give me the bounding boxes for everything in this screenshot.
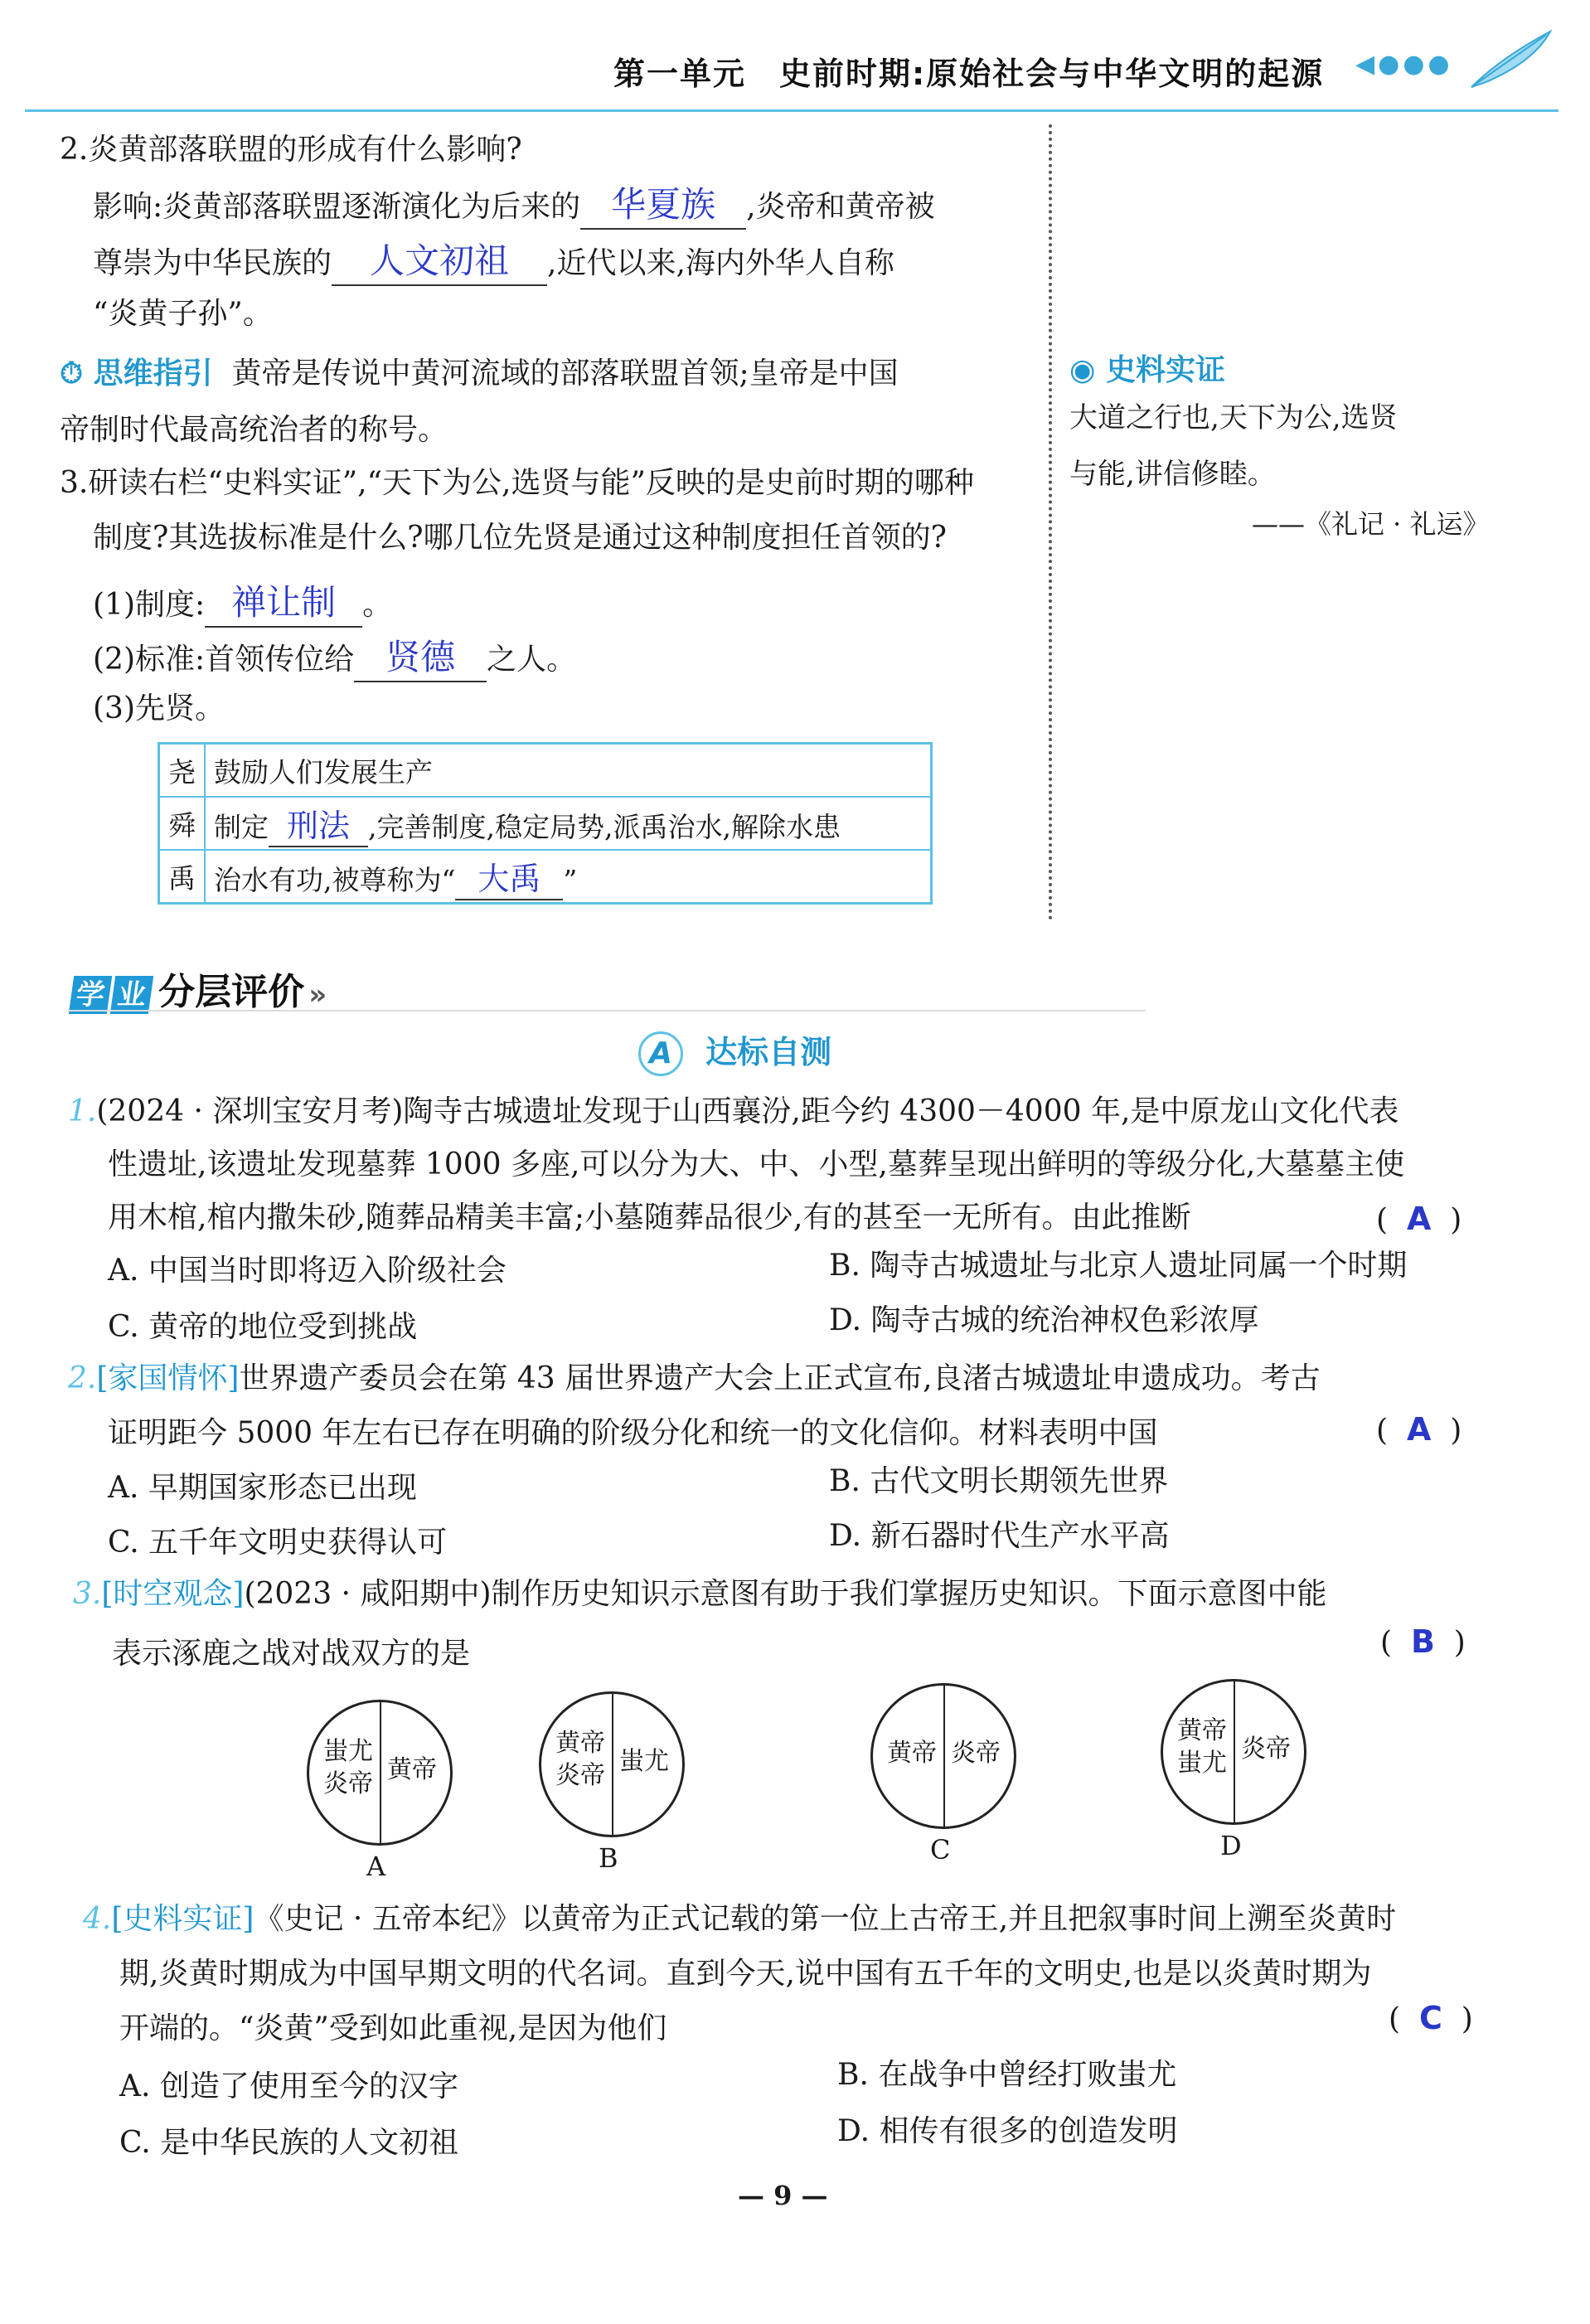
q3-part3: (3)先贤。 (93, 691, 225, 725)
mc1-answer: A (1406, 1201, 1432, 1237)
q2-line3: “炎黄子孙”。 (93, 297, 273, 331)
table-cell-desc (205, 797, 932, 850)
feather-icon (1467, 25, 1558, 91)
circle-divider (612, 1694, 613, 1835)
table-cell-desc (205, 850, 932, 904)
diagram-circle-b (539, 1691, 685, 1837)
section-badge-1: 学 (69, 976, 112, 1014)
tip-line1 (60, 355, 899, 394)
mc3-text1: (2023 · 咸阳期中)制作历史知识示意图有助于我们掌握历史知识。下面示意图中能 (244, 1577, 1327, 1611)
mc1-option-c: C. 黄帝的地位受到挑战 (108, 1310, 418, 1344)
mc2-line2: 证明距今 5000 年左右已存在明确的阶级分化和统一的文化信仰。材料表明中国 (108, 1416, 1158, 1450)
tip-label-text: 思维指引 (93, 357, 213, 391)
q3-p2-pre: (2)标准:首领传位给 (93, 643, 355, 677)
mc1-text1: (2024 · 深圳宝安月考)陶寺古城遗址发现于山西襄汾,距今约 4300－4000 年,是中原龙山文化代表 (96, 1094, 1399, 1128)
mc3-line1 (73, 1575, 1327, 1614)
mc1-option-b: B. 陶寺古城遗址与北京人遗址同属一个时期 (829, 1249, 1408, 1283)
column-divider (1049, 124, 1052, 920)
q2-answer1: 华夏族 (611, 184, 716, 225)
mc2-option-c: C. 五千年文明史获得认可 (108, 1526, 448, 1560)
diagram-circle-d (1161, 1679, 1306, 1825)
circle-left-text: 黄帝 (887, 1739, 937, 1768)
row1-text: 鼓励人们发展生产 (214, 755, 433, 788)
circle-left-text: 蚩尤 炎帝 (323, 1737, 373, 1798)
q3-p2-post: 之人。 (487, 643, 577, 677)
mc2-answer: A (1406, 1411, 1432, 1448)
diagram-option-label: C (930, 1834, 951, 1866)
circle-right-text: 炎帝 (951, 1739, 1001, 1768)
subsection-letter-badge: A (638, 1031, 683, 1076)
row3-pre: 治水有功,被尊称为“ (214, 863, 456, 896)
q2-answer2: 人文初祖 (370, 240, 510, 281)
page-header-title: 第一单元 史前时期:原始社会与中华文明的起源 (613, 56, 1325, 92)
diagram-option-label: B (599, 1842, 618, 1874)
circle-left-text: 黄帝 蚩尤 (1177, 1716, 1227, 1778)
header-rule (25, 109, 1558, 112)
mc2-answer-box: ( A ) (1376, 1411, 1462, 1448)
mc4-option-a: A. 创造了使用至今的汉字 (119, 2069, 458, 2103)
mc2-option-a: A. 早期国家形态已出现 (108, 1471, 417, 1505)
q3-p1-pre: (1)制度: (93, 588, 206, 622)
mc1-answer-box: ( A ) (1376, 1201, 1462, 1237)
mc4-answer-box: ( C ) (1389, 2000, 1473, 2036)
q3-line1: 3.研读右栏“史料实证”,“天下为公,选贤与能”反映的是史前时期的哪种 (60, 466, 974, 500)
q2-question: 2.炎黄部落联盟的形成有什么影响? (60, 133, 522, 167)
section-header (71, 962, 327, 1015)
mc4-line2: 期,炎黄时期成为中国早期文明的代名词。直到今天,说中国有五千年的文明史,也是以炎黄时期为 (119, 1957, 1372, 1991)
q3-p1-post: 。 (362, 588, 393, 622)
table-cell-name: 尧 (159, 744, 206, 798)
q3-part2 (93, 635, 576, 682)
mc2-number: 2. (68, 1361, 97, 1395)
circle-right-text: 黄帝 (387, 1755, 437, 1784)
table-row (159, 850, 932, 904)
circle-divider (1234, 1681, 1235, 1822)
table-cell-name: 禹 (159, 850, 206, 904)
mc1-option-d: D. 陶寺古城的统治神权色彩浓厚 (829, 1303, 1259, 1337)
circle-left-text: 黄帝 炎帝 (555, 1729, 605, 1790)
mc3-tag: [时空观念] (101, 1577, 245, 1611)
mc4-text1: 《史记 · 五帝本纪》以黄帝为正式记载的第一位上古帝王,并且把叙事时间上溯至炎黄时 (254, 1902, 1397, 1936)
mc2-text1: 世界遗产委员会在第 43 届世界遗产大会上正式宣布,良渚古城遗址申遗成功。考古 (239, 1361, 1321, 1395)
mc1-line1 (68, 1093, 1399, 1132)
sidebar-label: ◉ 史料实证 (1069, 353, 1225, 387)
q3-line2: 制度?其选拔标准是什么?哪几位先贤是通过这种制度担任首领的? (93, 521, 947, 555)
mc1-line2: 性遗址,该遗址发现墓葬 1000 多座,可以分为大、中、小型,墓葬呈现出鲜明的等级分化,大墓墓主使 (108, 1147, 1405, 1181)
q3-blank2 (354, 635, 487, 682)
section-title: 分层评价 (158, 971, 305, 1013)
mc3-answer-box: ( B ) (1380, 1623, 1466, 1660)
section-rule (68, 1010, 1146, 1012)
diagram-circle-c (870, 1683, 1016, 1829)
subsection-header (638, 1026, 831, 1076)
mc4-option-c: C. 是中华民族的人文初祖 (119, 2126, 459, 2160)
mc1-option-a: A. 中国当时即将迈入阶级社会 (108, 1254, 507, 1288)
mc3-answer: B (1410, 1623, 1435, 1660)
page-number: — 9 — (738, 2180, 828, 2211)
tip-line2: 帝制时代最高统治者的称号。 (60, 413, 448, 447)
q2-line2 (93, 239, 894, 286)
table-row (159, 744, 932, 798)
mc4-option-b: B. 在战争中曾经打败蚩尤 (837, 2058, 1177, 2092)
row2-answer: 刑法 (286, 807, 350, 844)
q2-line2-pre: 尊崇为中华民族的 (93, 246, 332, 280)
q3-part1 (93, 580, 392, 628)
q3-blank1 (205, 580, 362, 628)
tip-text1: 黄帝是传说中黄河流域的部落联盟首领;皇帝是中国 (231, 357, 899, 391)
q3-answer1: 禅让制 (231, 582, 337, 623)
q2-blank1 (580, 182, 746, 230)
table-cell-desc (205, 744, 932, 798)
diagram-circle-a (307, 1700, 453, 1846)
q2-line2-post: ,近代以来,海内外华人自称 (547, 246, 894, 280)
mc3-number: 3. (73, 1577, 102, 1611)
row2-pre: 制定 (214, 810, 269, 843)
section-badge-2: 业 (110, 976, 153, 1014)
mc2-option-d: D. 新石器时代生产水平高 (829, 1519, 1170, 1553)
subsection-title: 达标自测 (705, 1034, 832, 1070)
mc4-line1 (83, 1900, 1396, 1939)
circle-right-text: 蚩尤 (619, 1747, 669, 1776)
circle-divider (943, 1686, 945, 1827)
row2-blank (269, 800, 368, 847)
sidebar-label-text: 史料实证 (1105, 353, 1225, 387)
q3-answer2: 贤德 (385, 637, 456, 677)
sidebar-line1: 大道之行也,天下为公,选贤 (1069, 401, 1398, 434)
mc2-line1 (68, 1360, 1321, 1399)
mc2-option-b: B. 古代文明长期领先世界 (829, 1464, 1169, 1498)
mc4-line3: 开端的。“炎黄”受到如此重视,是因为他们 (119, 2011, 667, 2045)
circle-divider (380, 1702, 381, 1843)
tip-label: ⏱ 思维指引 (60, 357, 213, 391)
table-cell-name: 舜 (159, 797, 206, 850)
mc2-tag: [家国情怀] (96, 1361, 240, 1395)
mc4-number: 4. (83, 1902, 112, 1936)
q2-blank2 (332, 239, 547, 286)
mc1-line3: 用木棺,棺内撒朱砂,随葬品精美丰富;小墓随葬品很少,有的甚至一无所有。由此推断 (108, 1201, 1191, 1235)
circle-right-text: 炎帝 (1241, 1735, 1291, 1764)
sidebar-source: ——《礼记 · 礼运》 (1252, 508, 1490, 540)
mc3-line2: 表示涿鹿之战对战双方的是 (112, 1637, 471, 1671)
sages-table (158, 742, 933, 905)
mc4-answer: C (1418, 2000, 1442, 2036)
row3-answer: 大禹 (477, 860, 541, 897)
sidebar-line2: 与能,讲信修睦。 (1069, 458, 1276, 491)
mc4-option-d: D. 相传有很多的创造发明 (837, 2114, 1178, 2148)
mc4-tag: [史料实证] (111, 1902, 254, 1936)
row3-blank (455, 853, 563, 900)
diagram-option-label: A (366, 1851, 386, 1882)
q2-line1-post: ,炎帝和黄帝被 (746, 190, 935, 224)
diagram-option-label: D (1220, 1830, 1242, 1861)
mc1-number: 1. (68, 1094, 97, 1128)
table-row (159, 797, 932, 850)
section-arrow-icon: » (308, 978, 327, 1012)
q2-line1-pre: 影响:炎黄部落联盟逐渐演化为后来的 (93, 190, 581, 224)
row2-post: ,完善制度,稳定局势,派禹治水,解除水患 (368, 810, 841, 843)
header-dots-icon: ◀●●● (1355, 50, 1453, 79)
q2-line1 (93, 182, 935, 230)
row3-post: ” (563, 863, 578, 896)
